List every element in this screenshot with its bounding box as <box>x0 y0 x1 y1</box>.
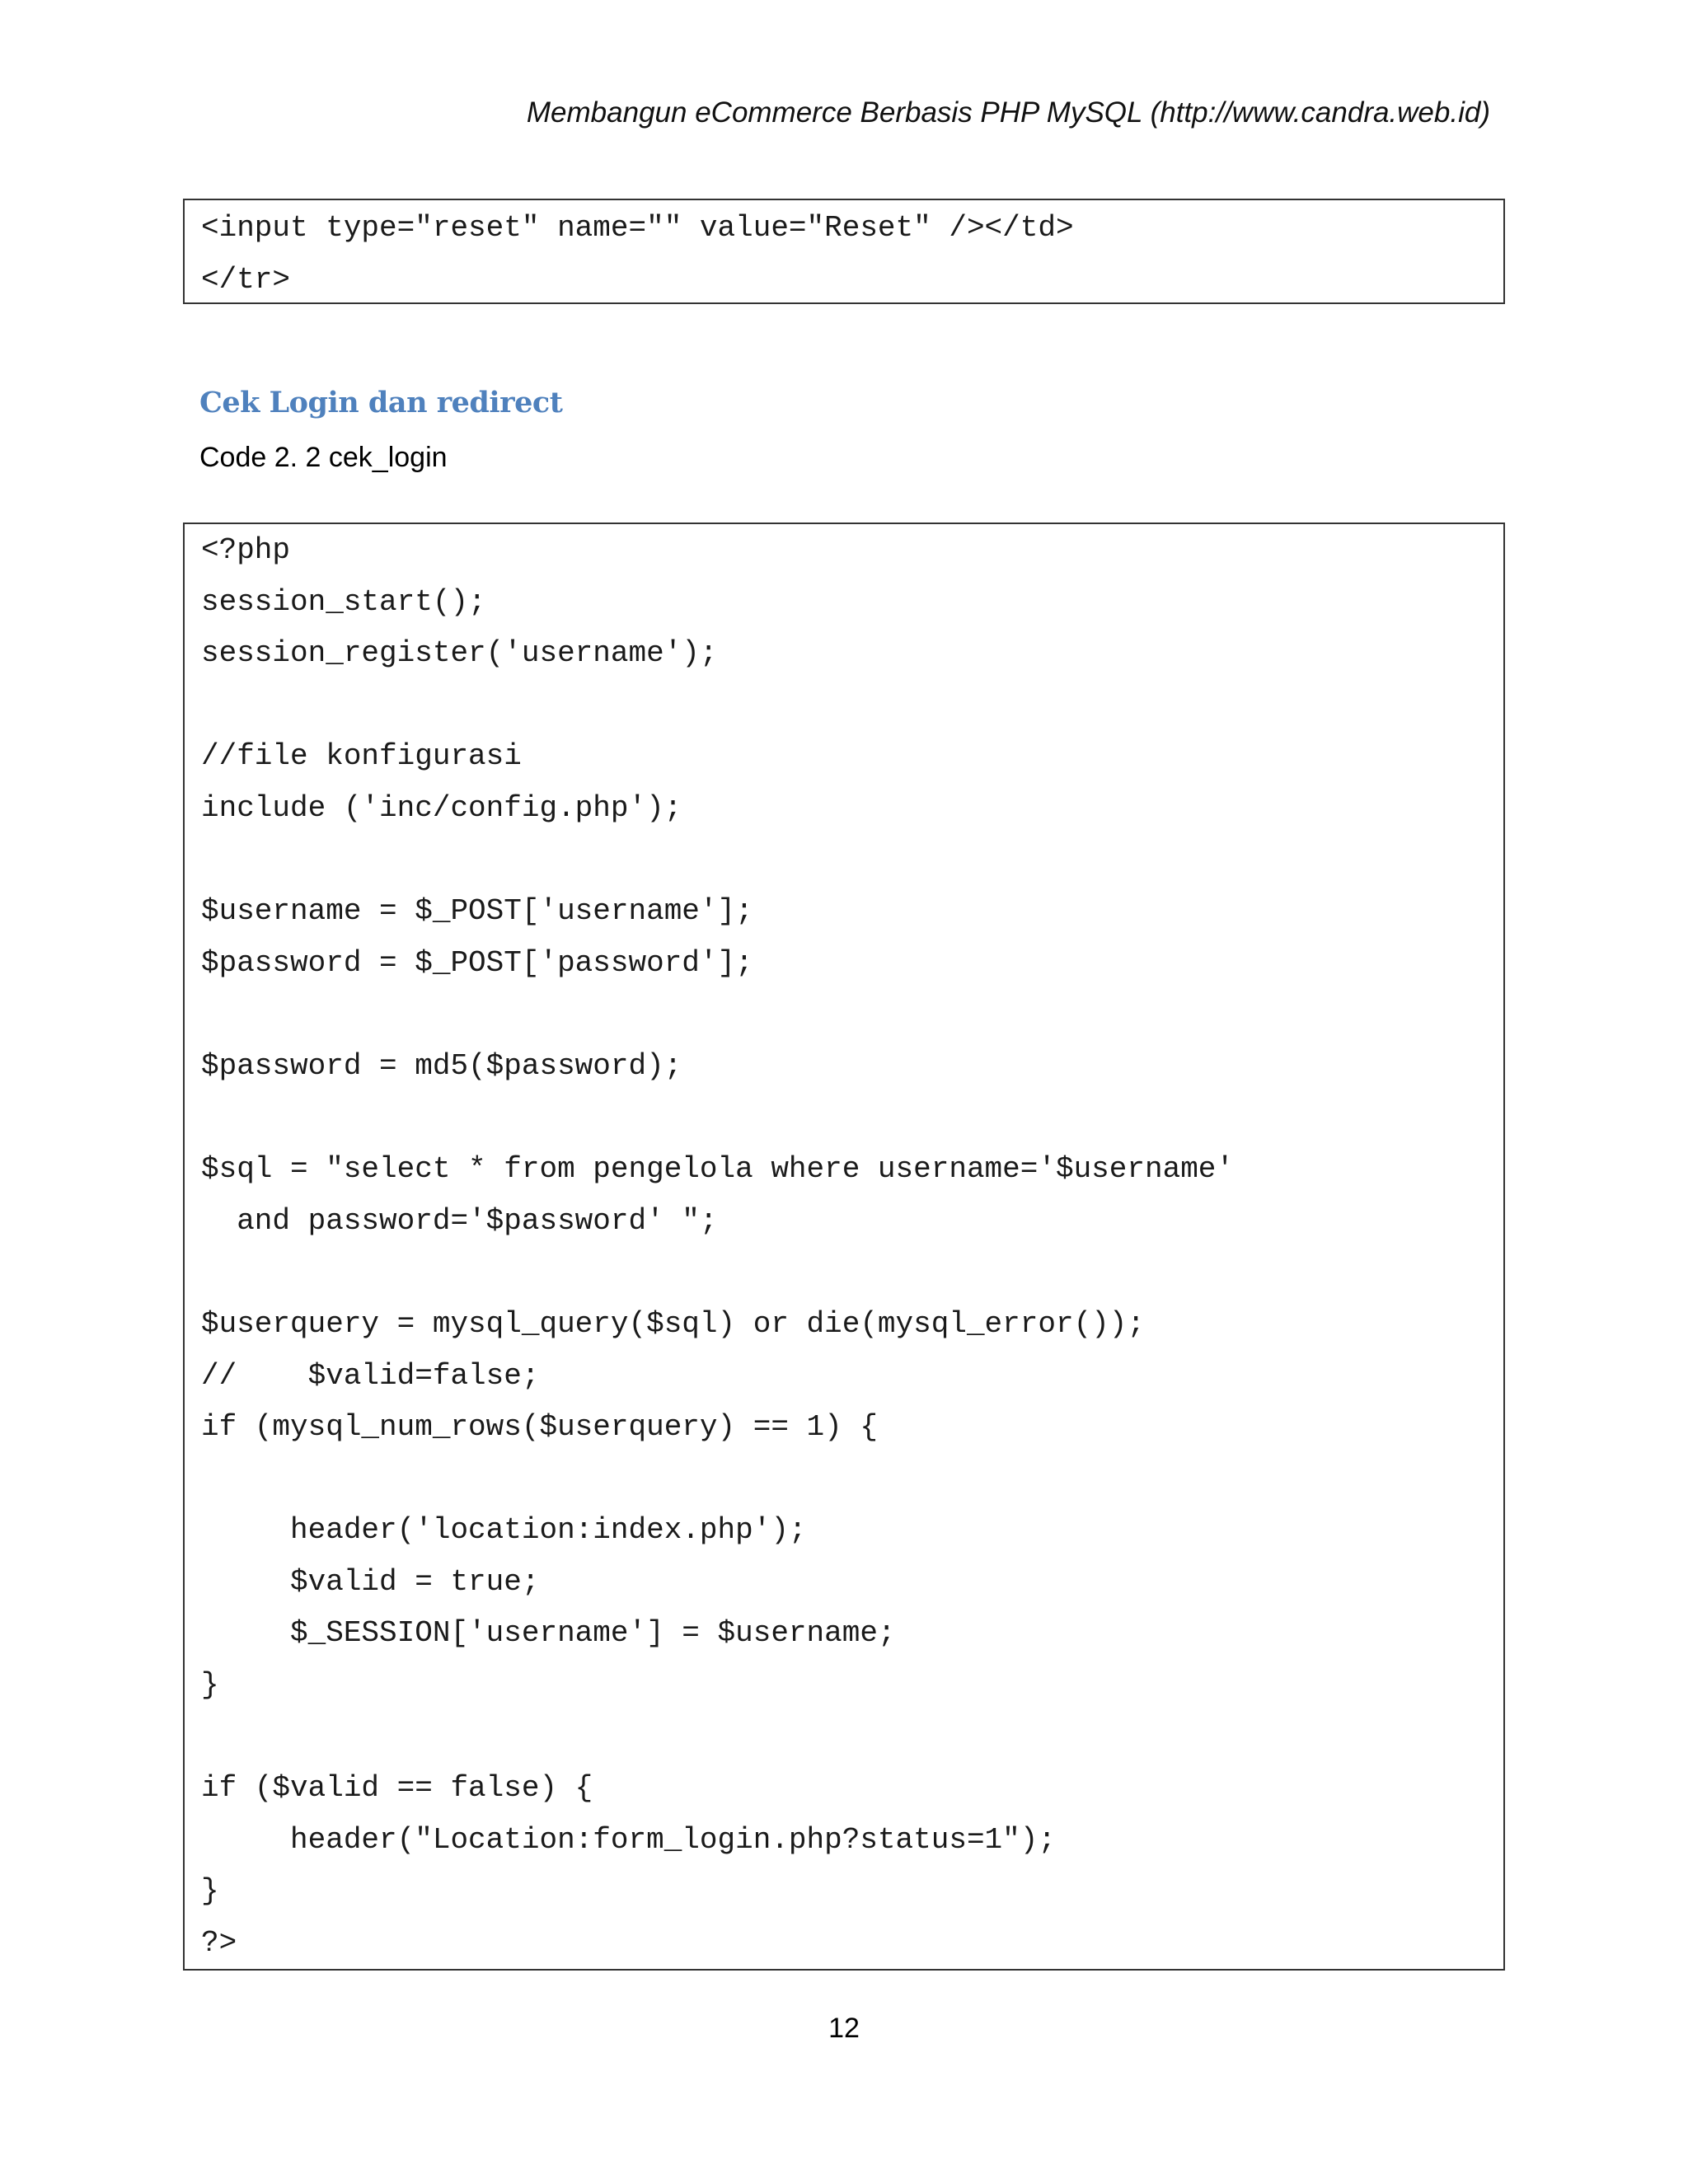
code-line <box>201 1712 1487 1764</box>
code-line: // $valid=false; <box>201 1358 540 1393</box>
code-line: $_SESSION['username'] = $username; <box>201 1616 896 1651</box>
running-header: Membangun eCommerce Berbasis PHP MySQL (http://www.candra.web.id) <box>526 96 1490 129</box>
code-line <box>201 835 1487 887</box>
code-block-cek-login <box>183 523 1505 1971</box>
code-line: } <box>201 1874 219 1909</box>
section-heading: Cek Login dan redirect <box>199 386 563 419</box>
code-caption: Code 2. 2 cek_login <box>199 442 448 473</box>
code-line <box>201 1247 1487 1299</box>
code-line: $userquery = mysql_query($sql) or die(mysql_error()); <box>201 1306 1145 1341</box>
code-line: header('location:index.php'); <box>201 1513 807 1548</box>
code-line <box>201 1093 1487 1145</box>
code-line: $username = $_POST['username']; <box>201 894 753 929</box>
code-line: and password='$password' "; <box>201 1203 718 1238</box>
code-line: header("Location:form_login.php?status=1"); <box>201 1822 1056 1857</box>
code-line: <input type="reset" name="" value="Reset" /></td> <box>201 211 1074 245</box>
code-line: $password = $_POST['password']; <box>201 945 753 980</box>
code-line: </tr> <box>201 262 291 297</box>
code-line: $password = md5($password); <box>201 1048 682 1083</box>
code-line: if ($valid == false) { <box>201 1771 593 1806</box>
code-line: //file konfigurasi <box>201 739 522 774</box>
code-line: if (mysql_num_rows($userquery) == 1) { <box>201 1410 878 1445</box>
code-line: include ('inc/config.php'); <box>201 790 682 825</box>
code-line: $valid = true; <box>201 1564 540 1599</box>
code-line: } <box>201 1668 219 1703</box>
code-line: session_start(); <box>201 584 486 619</box>
code-line: <?php <box>201 533 291 567</box>
code-line: session_register('username'); <box>201 636 718 671</box>
code-line: $sql = "select * from pengelola where username='$username' <box>201 1152 1235 1187</box>
code-line <box>201 680 1487 732</box>
code-line <box>201 1454 1487 1506</box>
code-line: ?> <box>201 1926 237 1961</box>
page-number: 12 <box>828 2013 860 2044</box>
code-line <box>201 989 1487 1041</box>
code-block-form-end <box>183 199 1505 304</box>
